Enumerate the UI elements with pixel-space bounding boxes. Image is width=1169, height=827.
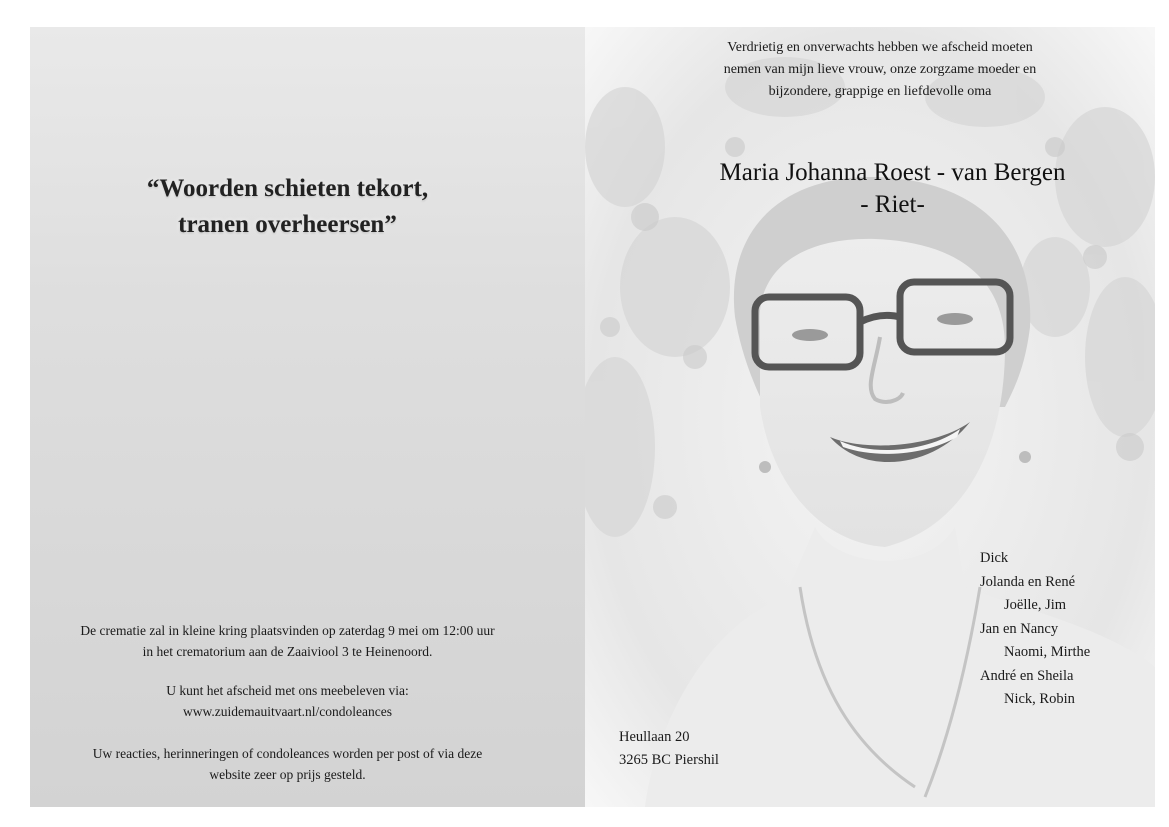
- cremation-line-1: De crematie zal in kleine kring plaatsvinden op zaterdag 9 mei om 12:00 uur: [80, 623, 495, 638]
- address-city: 3265 BC Piershil: [619, 752, 719, 768]
- left-panel: [30, 27, 585, 807]
- cremation-text: [30, 620, 545, 662]
- deceased-name: [625, 157, 1155, 221]
- family-member: Jan en Nancy: [980, 620, 1059, 637]
- family-member: Nick, Robin: [1004, 691, 1075, 707]
- quote-line-2: tranen overheersen”: [178, 211, 397, 238]
- nickname: - Riet-: [860, 191, 925, 218]
- address: [619, 726, 819, 772]
- full-name: Maria Johanna Roest - van Bergen: [719, 159, 1066, 186]
- family-list: [980, 547, 1150, 712]
- quote: [30, 171, 545, 243]
- family-member: Jolanda en René: [980, 573, 1076, 590]
- online-text: [30, 680, 545, 722]
- reactions-line-2: website zeer op prijs gesteld.: [209, 767, 366, 782]
- reactions-text: [30, 743, 545, 785]
- family-member: André en Sheila: [980, 667, 1074, 684]
- intro-line-2: nemen van mijn lieve vrouw, onze zorgzame moeder en: [723, 62, 1037, 77]
- intro-line-1: Verdrietig en onverwachts hebben we afscheid moeten: [727, 40, 1033, 55]
- intro-text: [645, 37, 1115, 103]
- quote-line-1: “Woorden schieten tekort,: [146, 175, 429, 202]
- cremation-line-2: in het crematorium aan de Zaaiviool 3 te Heinenoord.: [142, 644, 433, 659]
- family-member: Dick: [980, 550, 1009, 566]
- online-url: www.zuidemauitvaart.nl/condoleances: [182, 704, 393, 719]
- right-panel: [585, 27, 1155, 807]
- intro-line-3: bijzondere, grappige en liefdevolle oma: [768, 84, 992, 99]
- reactions-line-1: Uw reacties, herinneringen of condoleances worden per post of via deze: [92, 746, 483, 761]
- online-line-1: U kunt het afscheid met ons meebeleven via:: [166, 683, 409, 698]
- family-member: Naomi, Mirthe: [1004, 644, 1091, 660]
- address-street: Heullaan 20: [619, 729, 690, 745]
- family-member: Joëlle, Jim: [1004, 597, 1067, 613]
